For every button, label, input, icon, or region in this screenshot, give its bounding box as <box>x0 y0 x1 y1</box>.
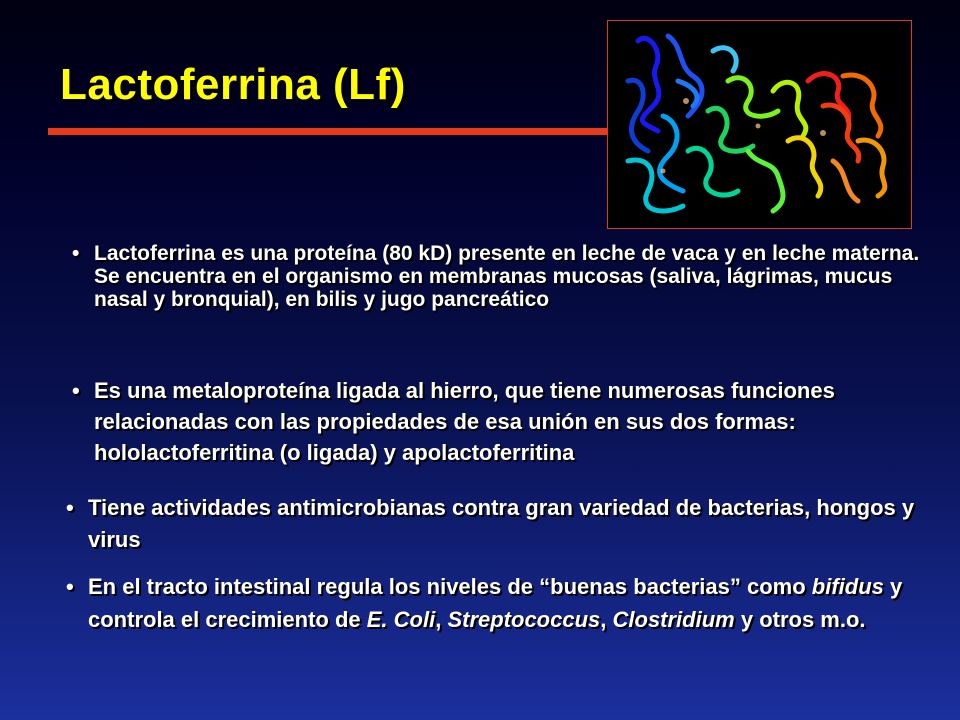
bullet-marker: • <box>72 242 80 265</box>
bullet-item <box>66 492 926 556</box>
bullet-marker: • <box>66 574 74 599</box>
bullet-text: Lactoferrina es una proteína (80 kD) presente en leche de vaca y en leche materna. Se encuentra en el organismo en membranas mucosas (saliva, lágrimas, mucus nasal y bronquial), en bilis y jugo pancreático <box>94 242 920 311</box>
text-run: , <box>600 607 613 632</box>
bullet-item <box>66 570 936 636</box>
bullet-text: Es una metaloproteína ligada al hierro, que tiene numerosas funciones relacionadas con las propiedades de esa unión en sus dos formas: hololactoferritina (o ligada) y apolactoferritina <box>94 378 835 465</box>
italic-term-streptococcus: Streptococcus <box>447 607 601 632</box>
text-run: y controla el crecimiento de <box>88 574 903 632</box>
italic-term-clostridium: Clostridium <box>612 607 735 632</box>
text-run: y otros m.o. <box>734 607 866 632</box>
protein-ribbon-graphic <box>608 21 911 228</box>
italic-term-bifidus: bifidus <box>811 574 884 599</box>
protein-structure-image <box>607 20 912 229</box>
title-underline <box>48 128 620 135</box>
italic-term-ecoli: E. Coli <box>366 607 436 632</box>
text-run: En el tracto intestinal regula los niveles de “buenas bacterias” como <box>88 574 812 599</box>
bullet-item <box>72 242 922 311</box>
slide-title: Lactoferrina (Lf) <box>60 60 406 109</box>
bullet-marker: • <box>72 378 80 403</box>
bullet-text: Tiene actividades antimicrobianas contra gran variedad de bacterias, hongos y virus <box>88 495 915 552</box>
bullet-item <box>72 375 922 468</box>
bullet-marker: • <box>66 495 74 520</box>
text-run: , <box>435 607 448 632</box>
bullet-text <box>66 570 936 636</box>
